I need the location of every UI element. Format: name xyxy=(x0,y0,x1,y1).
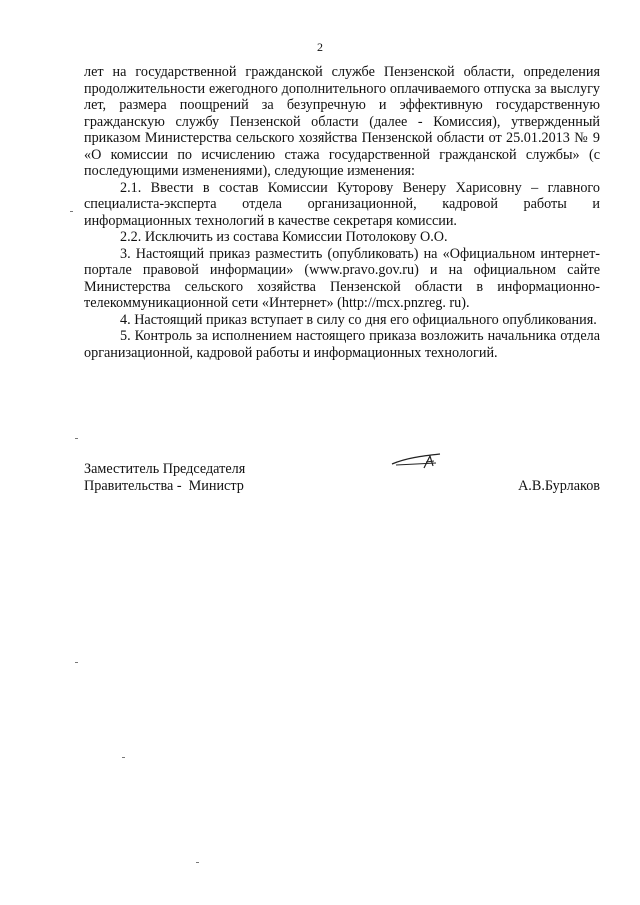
scan-mark xyxy=(122,757,125,758)
signatory-name: А.В.Бурлаков xyxy=(518,478,600,494)
scan-mark xyxy=(70,211,73,212)
handwritten-signature xyxy=(388,446,448,472)
paragraph-intro: лет на государственной гражданской службе Пензенской области, определения продолжительности ежегодного дополнительного оплачиваемого отпуска за выслугу лет, размера поощрений за безупречную и эффективную государственную гражданскую службу Пензенской области (далее - Комиссия), утвержденный приказом Министерства сельского хозяйства Пензенской области от 25.01.2013 № 9 «О комиссии по исчислению стажа государственной гражданской службы» (с последующими изменениями), следующие изменения: xyxy=(84,64,600,179)
signatory-position-line1: Заместитель Председателя xyxy=(84,461,246,477)
document-body xyxy=(84,64,600,361)
paragraph-3: 3. Настоящий приказ разместить (опубликовать) на «Официальном интернет-портале правовой информации» (www.pravo.gov.ru) и на официальном сайте Министерства сельского хозяйства Пензенской области в информационно-телекоммуникационной сети «Интернет» (http://mcx.pnzreg. ru). xyxy=(84,245,600,311)
paragraph-4: 4. Настоящий приказ вступает в силу со дня его официального опубликования. xyxy=(120,311,597,328)
scan-mark xyxy=(75,662,78,663)
page-number: 2 xyxy=(317,40,323,54)
signatory-position xyxy=(84,461,245,495)
paragraph-5: 5. Контроль за исполнением настоящего приказа возложить начальника отдела организационной, кадровой работы и информационных технологий. xyxy=(84,328,600,361)
paragraph-2-1: 2.1. Ввести в состав Комиссии Куторову Венеру Харисовну – главного специалиста-эксперта отдела организационной, кадровой работы и информационных технологий в качестве секретаря комиссии. xyxy=(84,179,600,229)
scan-mark xyxy=(75,438,78,439)
paragraph-2-2: 2.2. Исключить из состава Комиссии Потолокову О.О. xyxy=(120,229,448,245)
signatory-position-line2: Правительства - Министр xyxy=(84,478,244,494)
scan-mark xyxy=(196,862,199,863)
